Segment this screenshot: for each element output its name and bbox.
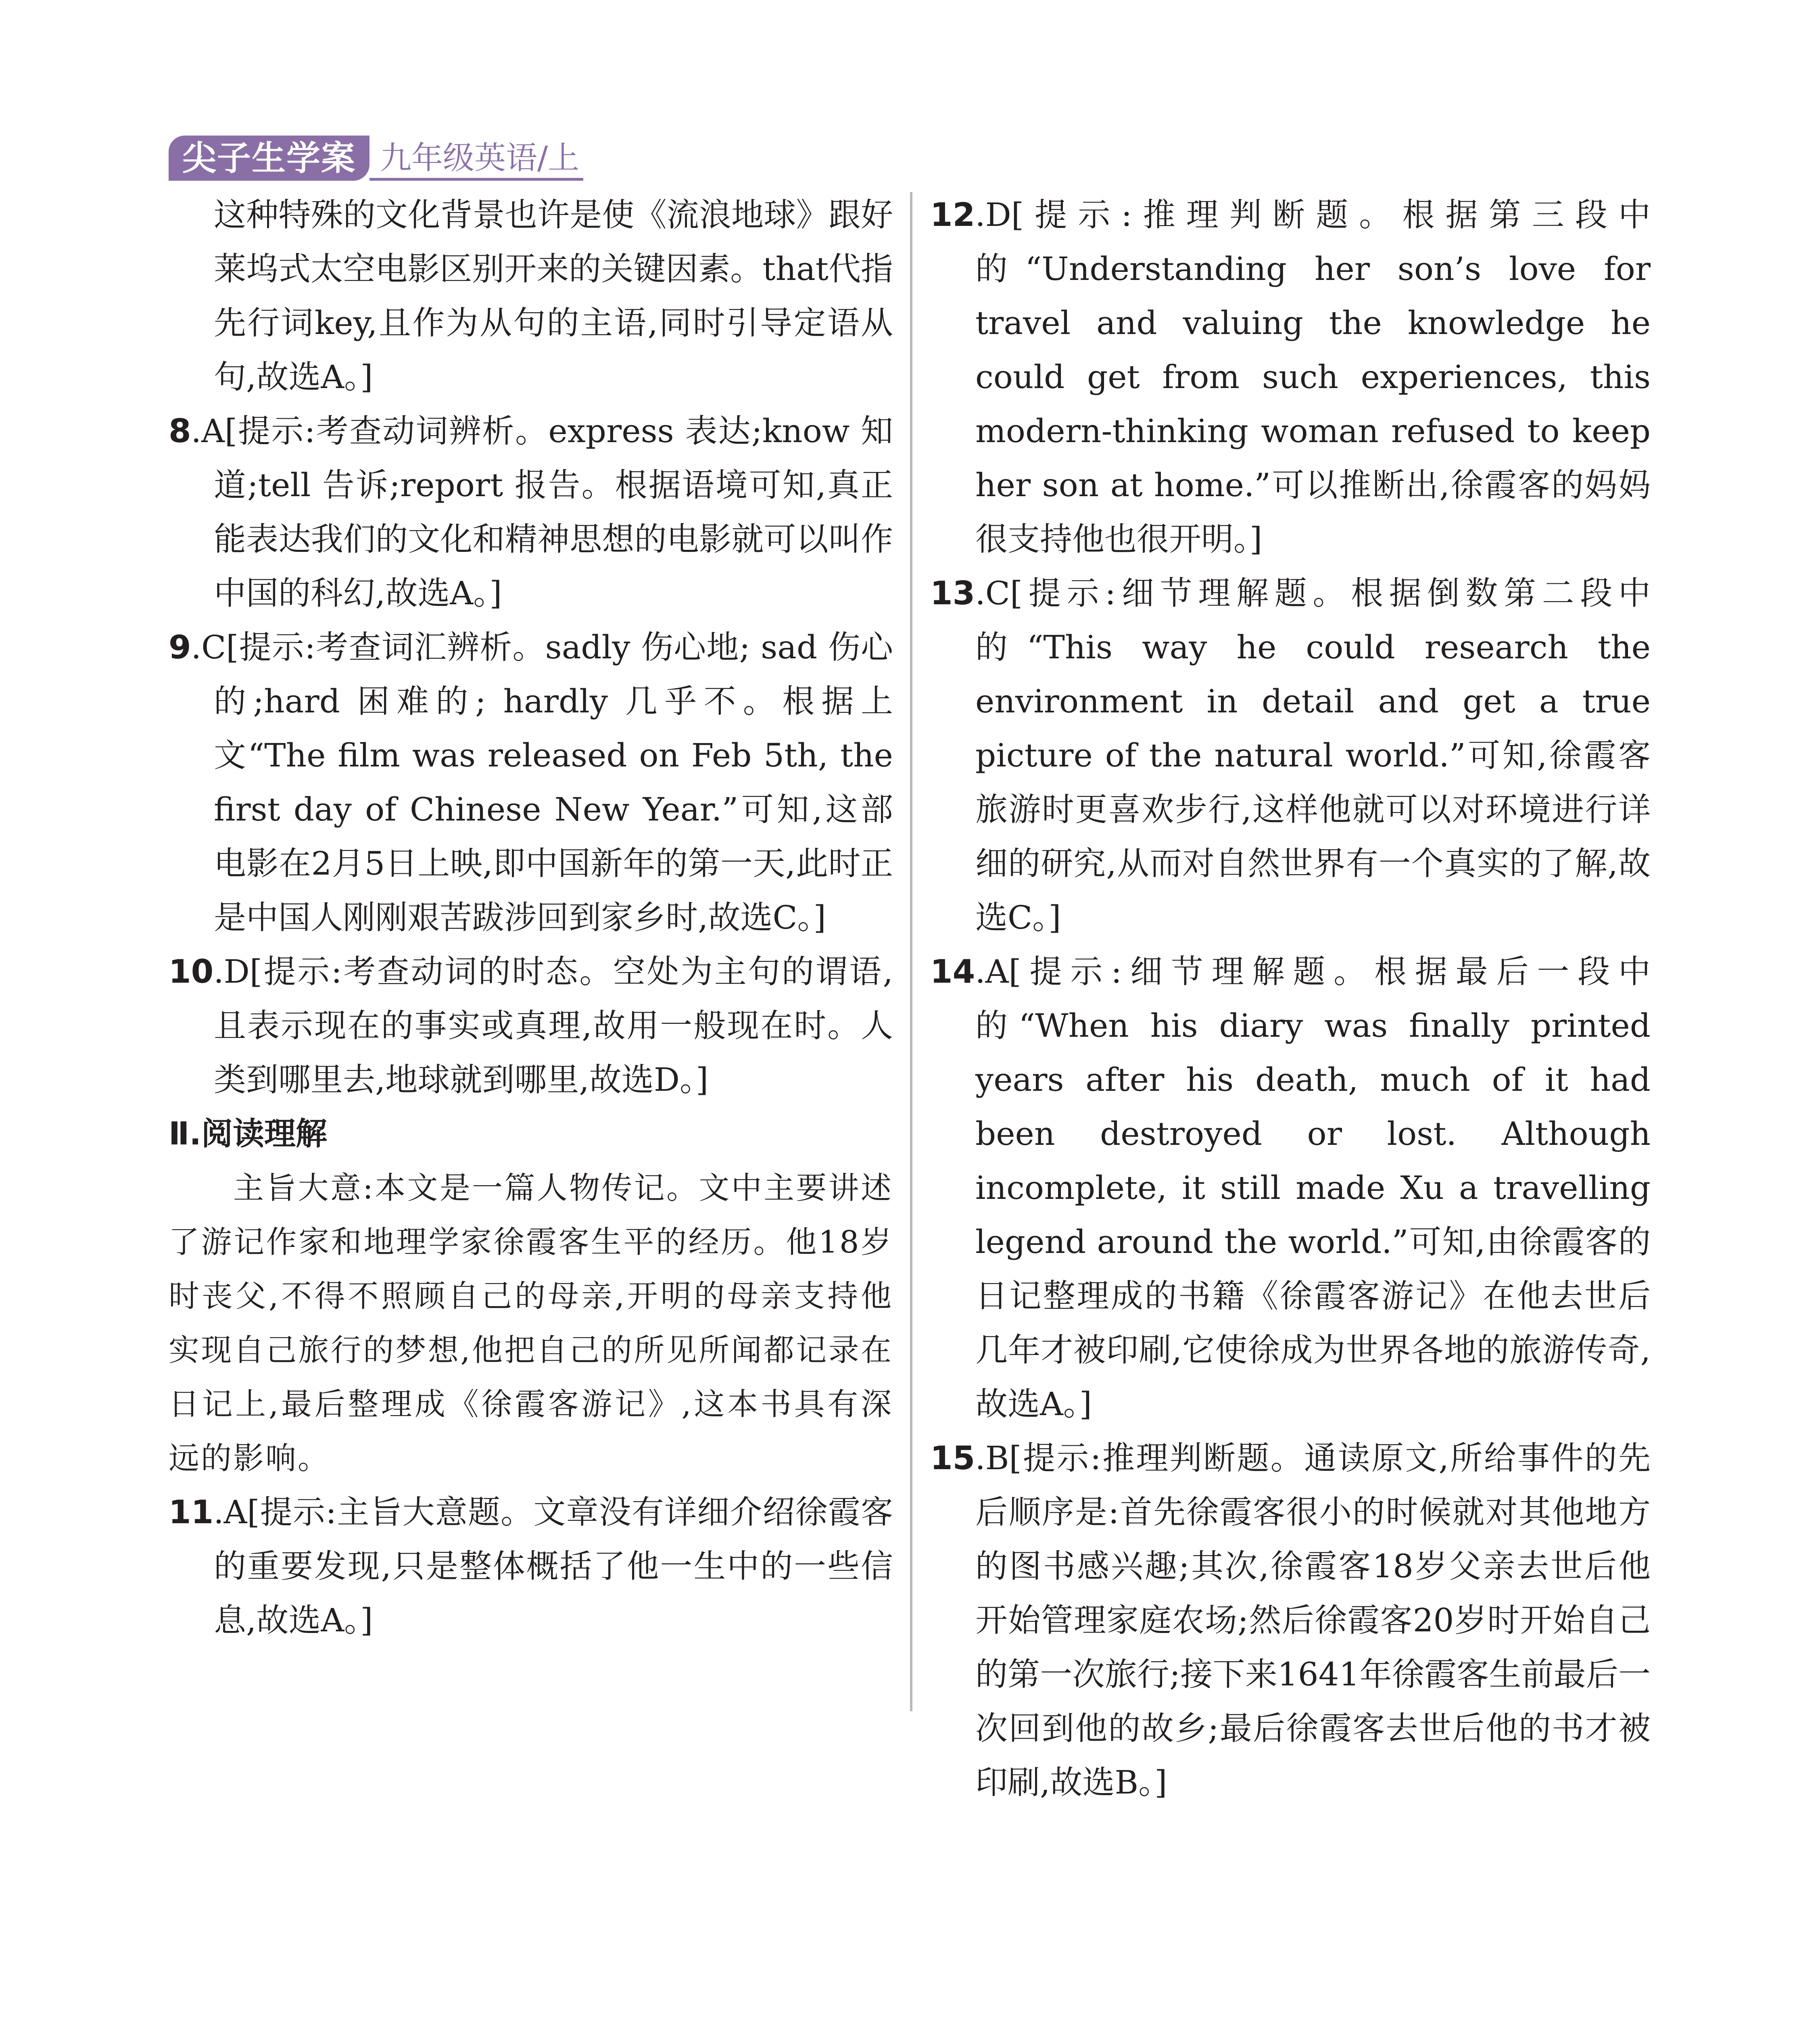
continuation-text: 这种特殊的文化背景也许是使《流浪地球》跟好莱坞式太空电影区别开来的关键因素。that代指先行词key,且作为从句的主语,同时引导定语从句,故选A。] xyxy=(214,196,893,396)
subject-label: 九年级英语/上 xyxy=(369,136,583,181)
answer-text: .A[提示:主旨大意题。文章没有详细介绍徐霞客的重要发现,只是整体概括了他一生中的一些信息,故选A。] xyxy=(213,1493,893,1639)
answer-item-14 xyxy=(930,945,1651,1431)
answer-text: .C[提示:细节理解题。根据倒数第二段中的“This way he could research the environment in detail and get a true picture of the natural world.”可知,徐霞客旅游时更喜欢步行,这样他就可以对环境进行详细的研究,从而对自然世界有一个真实的了解,故选C。] xyxy=(975,574,1651,936)
passage-summary: 主旨大意:本文是一篇人物传记。文中主要讲述了游记作家和地理学家徐霞客生平的经历。他18岁时丧父,不得不照顾自己的母亲,开明的母亲支持他实现自己旅行的梦想,他把自己的所见所闻都记录在日记上,最后整理成《徐霞客游记》,这本书具有深远的影响。 xyxy=(169,1170,893,1476)
answer-number: 9 xyxy=(169,628,191,666)
answer-text: .C[提示:考查词汇辨析。sadly 伤心地; sad 伤心的;hard 困难的; hardly 几乎不。根据上文“The film was released on Feb 5th, the first day of Chinese New Year.”可知,这部电影在2月5日上映,即中国新年的第一天,此时正是中国人刚刚艰苦跋涉回到家乡时,故选C。] xyxy=(191,628,893,936)
answer-item-9 xyxy=(169,620,893,945)
answer-item-11 xyxy=(169,1485,893,1647)
page-header xyxy=(169,136,583,181)
answer-item-12 xyxy=(930,188,1651,566)
answer-item-8 xyxy=(169,404,893,620)
answer-text: .A[提示:考查动词辨析。express 表达;know 知道;tell 告诉;report 报告。根据语境可知,真正能表达我们的文化和精神思想的电影就可以叫作中国的科幻,故选A。] xyxy=(191,412,893,612)
left-column xyxy=(169,188,893,1647)
answer-number: 11 xyxy=(169,1493,214,1531)
answer-number: 8 xyxy=(169,412,191,450)
right-column xyxy=(930,188,1651,1810)
answer-item-10 xyxy=(169,945,893,1107)
brand-label: 尖子生学案 xyxy=(169,136,369,181)
answer-text: .D[提示:考查动词的时态。空处为主句的谓语,且表示现在的事实或真理,故用一般现在时。人类到哪里去,地球就到哪里,故选D。] xyxy=(213,953,893,1098)
answer-number: 12 xyxy=(930,196,975,234)
answer-text: .A[提示:细节理解题。根据最后一段中的“When his diary was finally printed years after his death, much of it had been destroyed or lost. Although incomplete, it still made Xu a travelling legend around the world.”可知,由徐霞客的日记整理成的书籍《徐霞客游记》在他去世后几年才被印刷,它使徐成为世界各地的旅游传奇,故选A。] xyxy=(975,953,1651,1423)
answer-item-13 xyxy=(930,566,1651,945)
answer-number: 10 xyxy=(169,953,214,990)
answer-number: 14 xyxy=(930,953,975,990)
answer-item-15 xyxy=(930,1431,1651,1810)
answer-text: .D[提示:推理判断题。根据第三段中的“Understanding her son’s love for travel and valuing the knowledge he could get from such experiences, this modern-thinking woman refused to keep her son at home.”可以推断出,徐霞客的妈妈很支持他也很开明。] xyxy=(975,196,1651,558)
answer-text: .B[提示:推理判断题。通读原文,所给事件的先后顺序是:首先徐霞客很小的时候就对其他地方的图书感兴趣;其次,徐霞客18岁父亲去世后他开始管理家庭农场;然后徐霞客20岁时开始自己的第一次旅行;接下来1641年徐霞客生前最后一次回到他的故乡;最后徐霞客去世后他的书才被印刷,故选B。] xyxy=(975,1439,1651,1801)
section-title: Ⅱ.阅读理解 xyxy=(169,1116,328,1152)
answer-number: 15 xyxy=(930,1439,975,1477)
column-divider xyxy=(910,192,912,1711)
answer-number: 13 xyxy=(930,574,975,612)
